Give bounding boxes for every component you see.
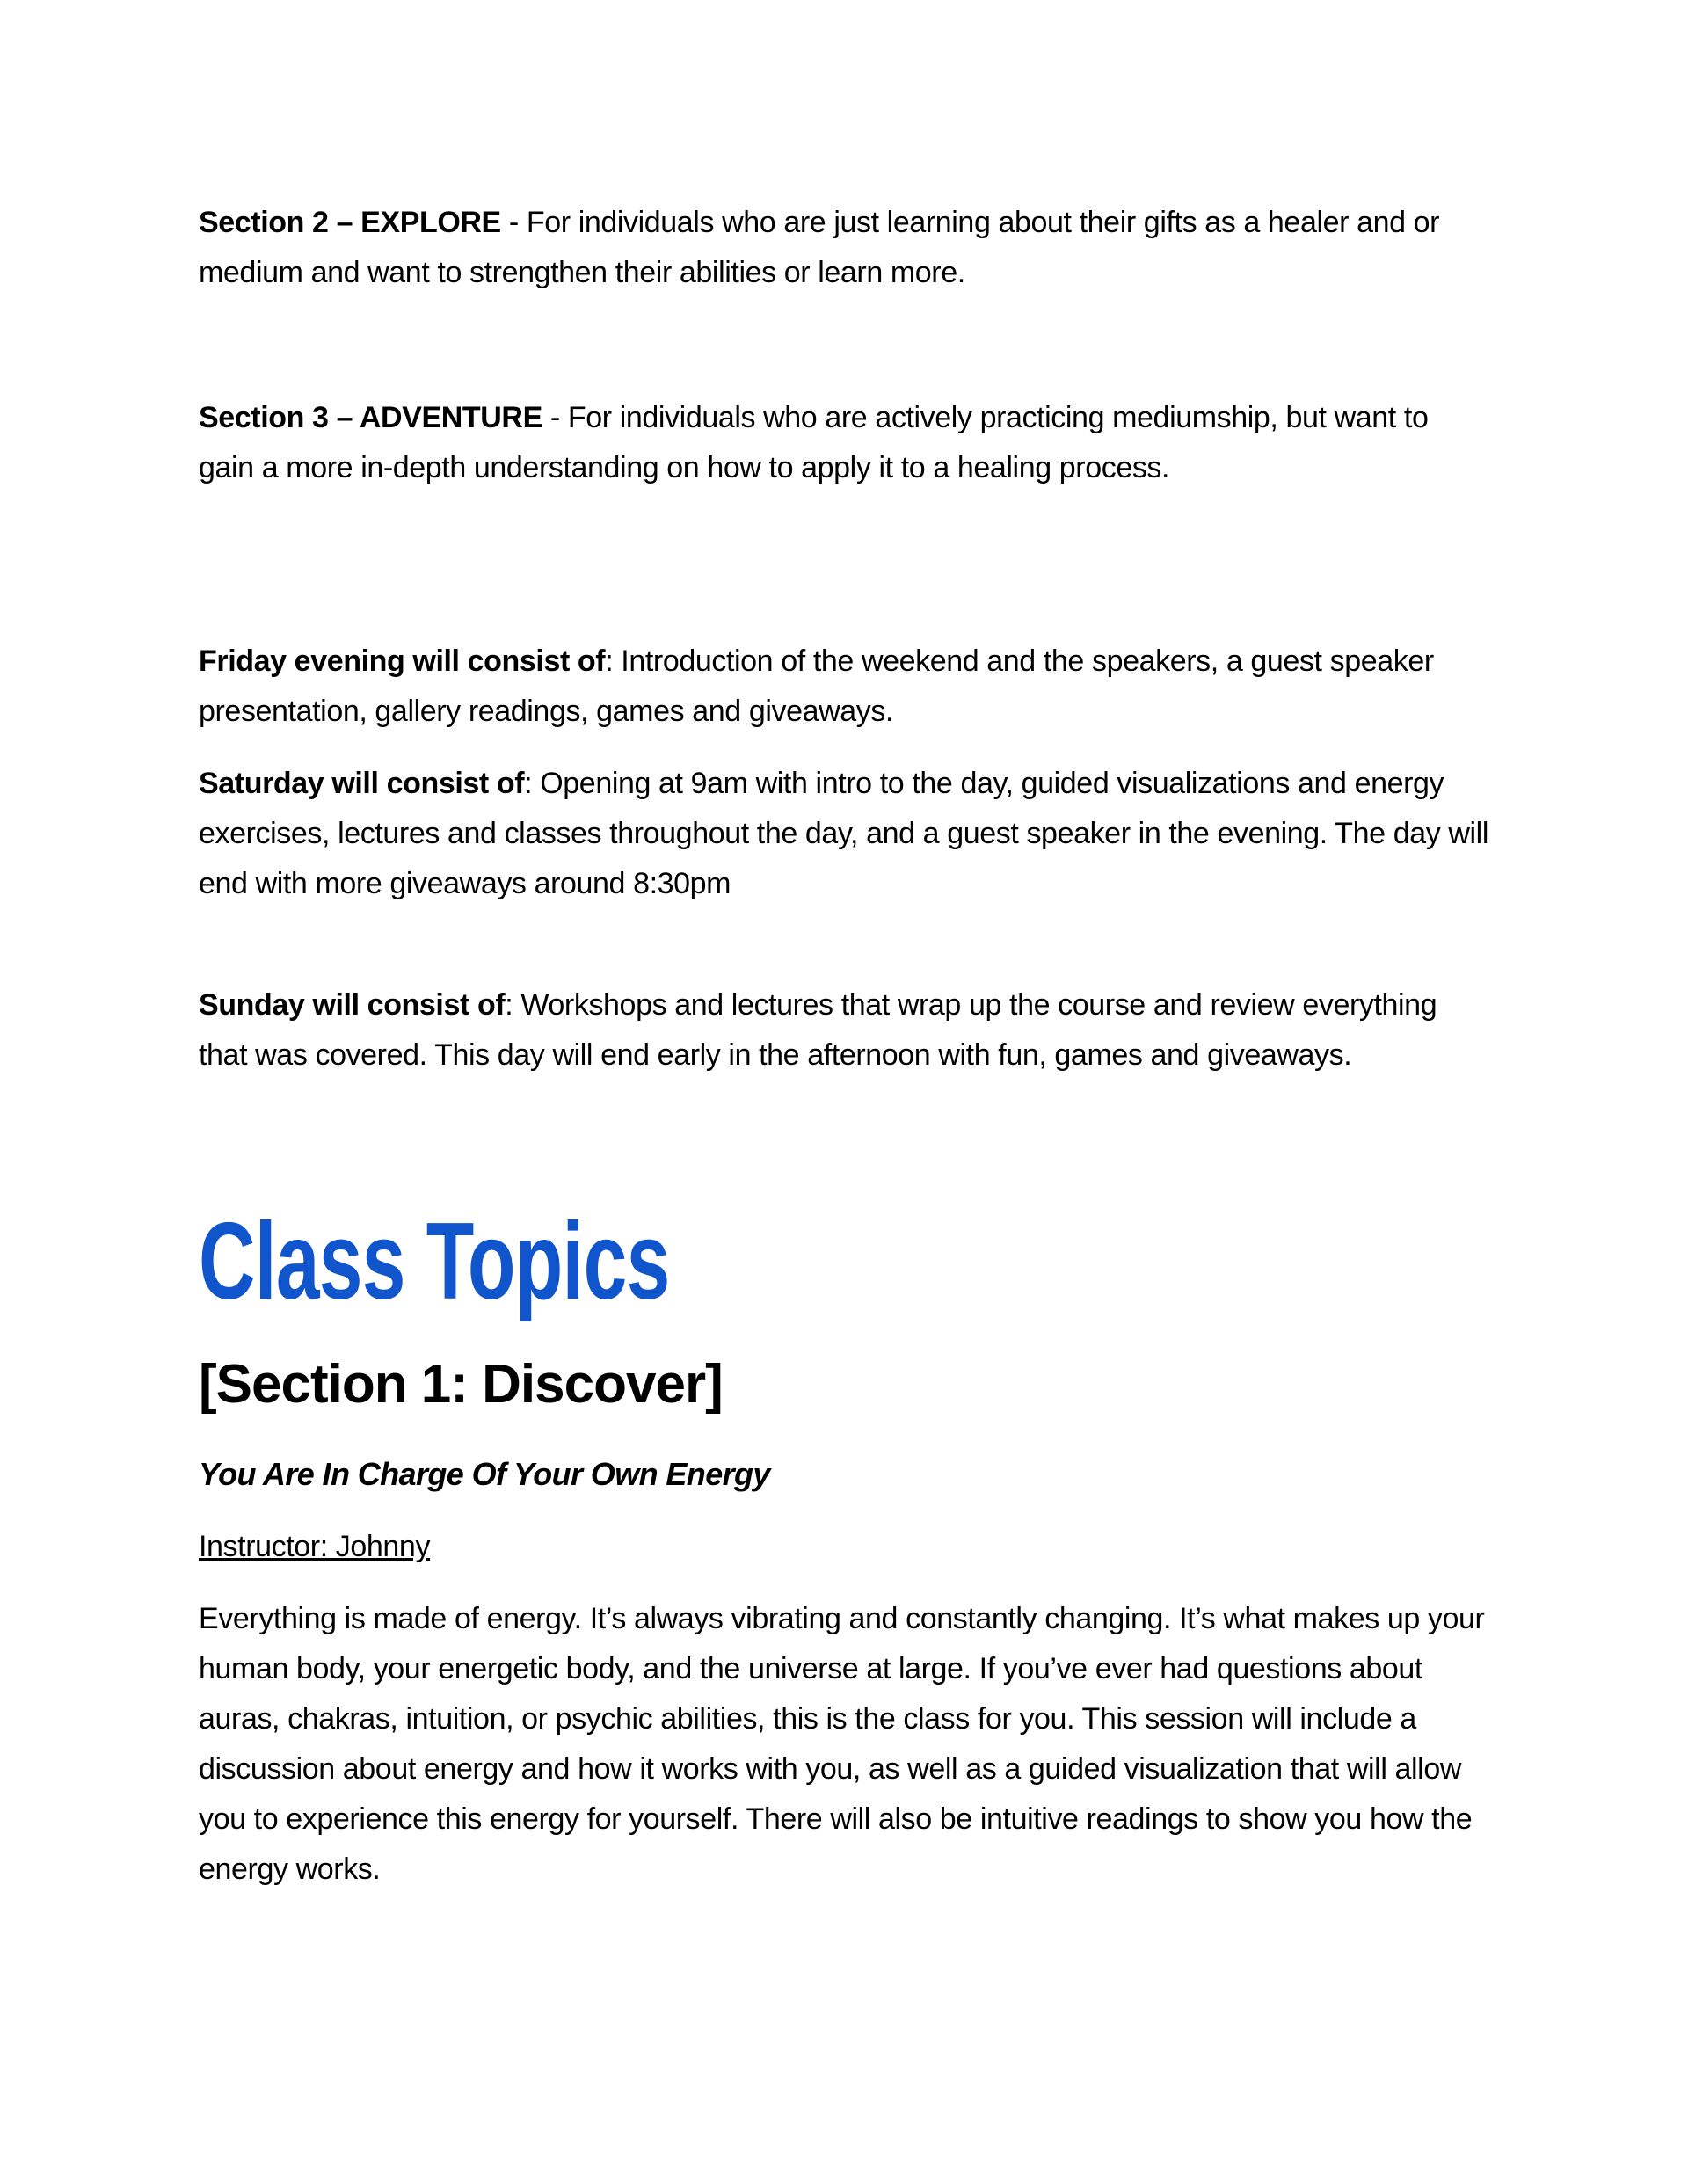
section-3-label: Section 3 – ADVENTURE [199, 401, 542, 434]
sunday-text: : Workshops and lectures that wrap up the course and review everything that was covered. This day will end early in the afternoon with fun, games and giveaways. [199, 988, 1437, 1072]
saturday-paragraph [199, 759, 1491, 909]
section-3-text: - For individuals who are actively practicing mediumship, but want to gain a more in-depth understanding on how to apply it to a healing process. [199, 401, 1429, 484]
sunday-paragraph [199, 980, 1491, 1081]
class-description: Everything is made of energy. It’s always vibrating and constantly changing. It’s what makes up your human body, your energetic body, and the universe at large. If you’ve ever had questions about auras, chakras, intuition, or psychic abilities, this is the class for you. This session will include a discussion about energy and how it works with you, as well as a guided visualization that will allow you to experience this energy for yourself. There will also be intuitive readings to show you how the energy works. [199, 1602, 1485, 1886]
section-3-paragraph [199, 393, 1491, 493]
class-topics-heading: Class Topics [199, 1201, 670, 1322]
class-title: You Are In Charge Of Your Own Energy [199, 1456, 770, 1492]
friday-paragraph [199, 637, 1491, 737]
sunday-label: Sunday will consist of [199, 988, 506, 1022]
friday-label: Friday evening will consist of [199, 644, 606, 678]
instructor-label: Instructor: Johnny [199, 1530, 431, 1563]
section-2-paragraph [199, 198, 1491, 298]
friday-text: : Introduction of the weekend and the speakers, a guest speaker presentation, gallery readings, games and giveaways. [199, 644, 1434, 728]
section-2-text: - For individuals who are just learning about their gifts as a healer and or medium and want to strengthen their abilities or learn more. [199, 206, 1440, 289]
section-1-heading: [Section 1: Discover] [199, 1354, 723, 1415]
section-2-label: Section 2 – EXPLORE [199, 206, 501, 239]
saturday-text: : Opening at 9am with intro to the day, guided visualizations and energy exercises, lectures and classes throughout the day, and a guest speaker in the evening. The day will end with more giveaways around 8:30pm [199, 767, 1488, 900]
saturday-label: Saturday will consist of [199, 767, 525, 800]
